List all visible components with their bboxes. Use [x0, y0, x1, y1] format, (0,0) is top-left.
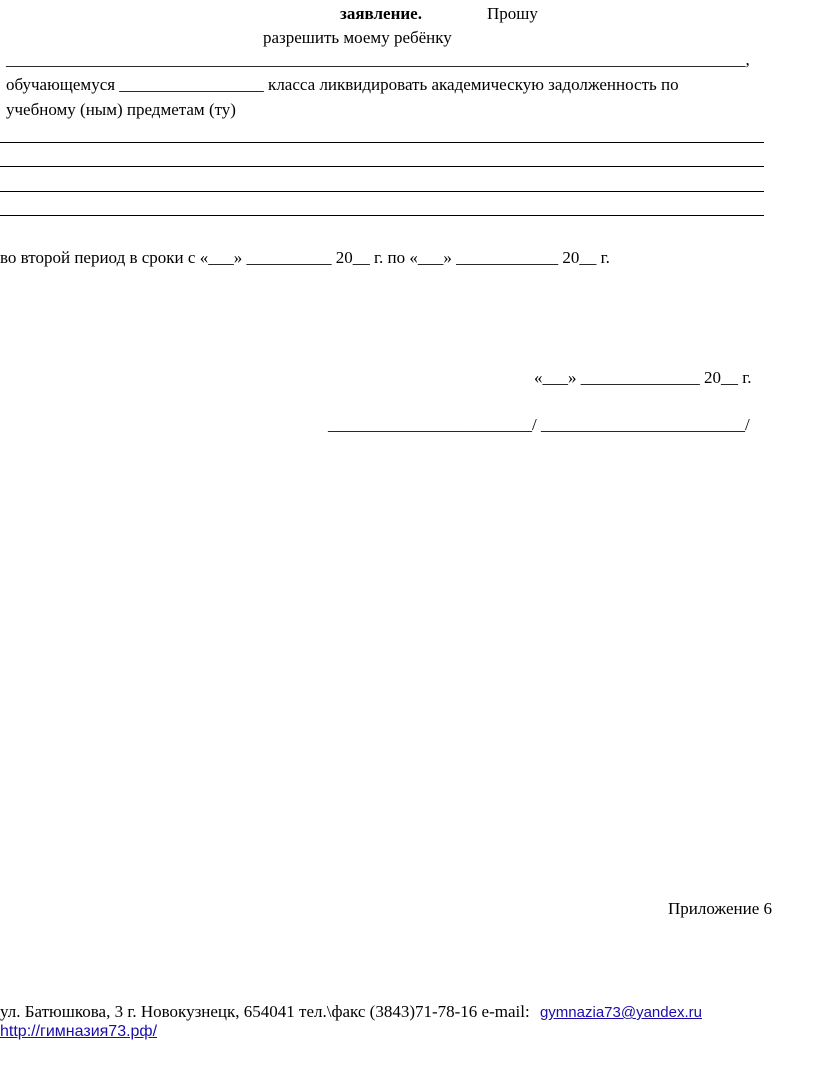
- footer-contact: [0, 1002, 702, 1022]
- request-word: Прошу: [487, 4, 538, 23]
- signature-line: ________________________/ ________________________/: [328, 415, 750, 434]
- student-class-line: обучающемуся _________________ класса ликвидировать академическую задолженность по: [6, 75, 679, 94]
- subject-blank-line-3: [0, 191, 764, 192]
- period-line: во второй период в сроки с «___» __________ 20__ г. по «___» ____________ 20__ г.: [0, 248, 610, 267]
- appendix-label: Приложение 6: [668, 899, 772, 918]
- request-line: разрешить моему ребёнку: [263, 28, 452, 47]
- email-link[interactable]: gymnazia73@yandex.ru: [539, 1004, 702, 1021]
- footer-address: ул. Батюшкова, 3 г. Новокузнецк, 654041 тел.\факс (3843)71-78-16 e-mail:: [0, 1002, 530, 1021]
- website-link[interactable]: http://гимназия73.рф/: [0, 1023, 158, 1040]
- subject-blank-line-1: [0, 142, 764, 143]
- subject-blank-line-2: [0, 166, 764, 167]
- child-name-blank: _______________________________________________________________________________________,: [6, 50, 750, 69]
- subjects-line: учебному (ным) предметам (ту): [6, 100, 236, 119]
- signature-date-line: «___» ______________ 20__ г.: [534, 368, 752, 387]
- document-title: заявление.: [340, 4, 422, 23]
- subject-blank-line-4: [0, 215, 764, 216]
